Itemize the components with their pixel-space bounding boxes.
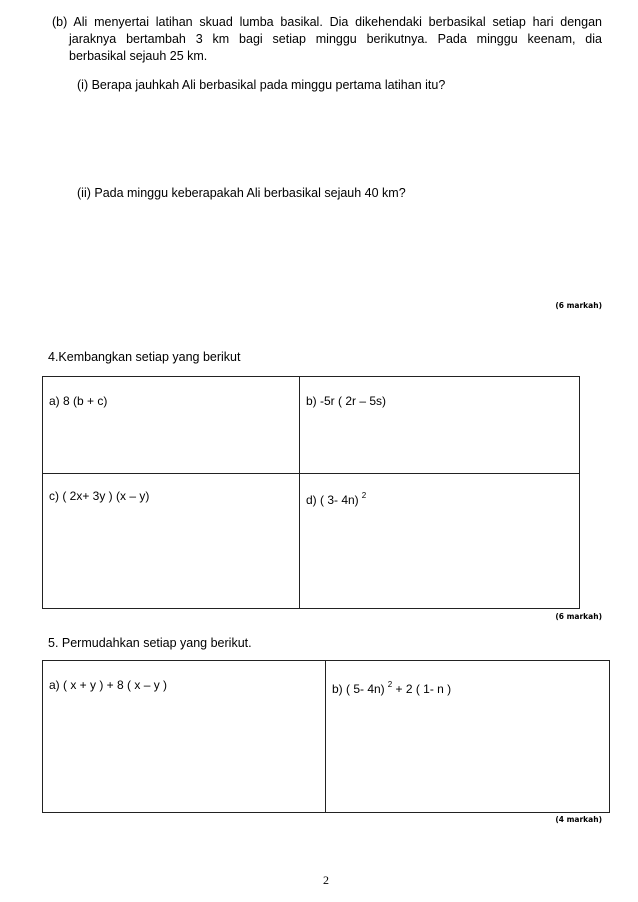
q4-table-row-divider — [43, 473, 579, 474]
q5-cell-a: a) ( x + y ) + 8 ( x – y ) — [49, 678, 168, 692]
q4-table-col-divider — [299, 377, 300, 608]
q5-marks: (4 markah) — [555, 815, 602, 824]
q5-table-col-divider — [325, 661, 326, 812]
q4-cell-a: a) 8 (b + c) — [49, 394, 108, 408]
q3b-part-i: (i) Berapa jauhkah Ali berbasikal pada minggu pertama latihan itu? — [77, 78, 446, 92]
q5-cell-b-exponent: 2 — [387, 680, 393, 689]
q4-cell-d-exponent: 2 — [361, 491, 367, 500]
q4-title: 4.Kembangkan setiap yang berikut — [48, 350, 241, 364]
q5-title: 5. Permudahkan setiap yang berikut. — [48, 636, 252, 650]
q3b-part-ii: (ii) Pada minggu keberapakah Ali berbasikal sejauh 40 km? — [77, 186, 406, 200]
q3b-marks: (6 markah) — [555, 301, 602, 310]
q4-table — [42, 376, 580, 609]
q4-cell-c: c) ( 2x+ 3y ) (x – y) — [49, 489, 150, 503]
q5-cell-b-base: b) ( 5- 4n) — [332, 682, 385, 696]
q5-cell-b-rest: + 2 ( 1- n ) — [395, 682, 452, 696]
q3b-line-2: jaraknya bertambah 3 km bagi setiap minggu berikutnya. Pada minggu keenam, dia — [69, 32, 602, 46]
q4-cell-b: b) -5r ( 2r – 5s) — [306, 394, 387, 408]
q5-cell-b — [332, 678, 451, 696]
q4-cell-d-base: d) ( 3- 4n) — [306, 493, 359, 507]
q4-marks: (6 markah) — [555, 612, 602, 621]
q4-cell-d — [306, 489, 366, 507]
q5-table — [42, 660, 610, 813]
q3b-line-3: berbasikal sejauh 25 km. — [69, 49, 208, 63]
page-number: 2 — [323, 873, 329, 887]
q3b-line-1: (b) Ali menyertai latihan skuad lumba basikal. Dia dikehendaki berbasikal setiap hari dengan — [52, 15, 602, 29]
